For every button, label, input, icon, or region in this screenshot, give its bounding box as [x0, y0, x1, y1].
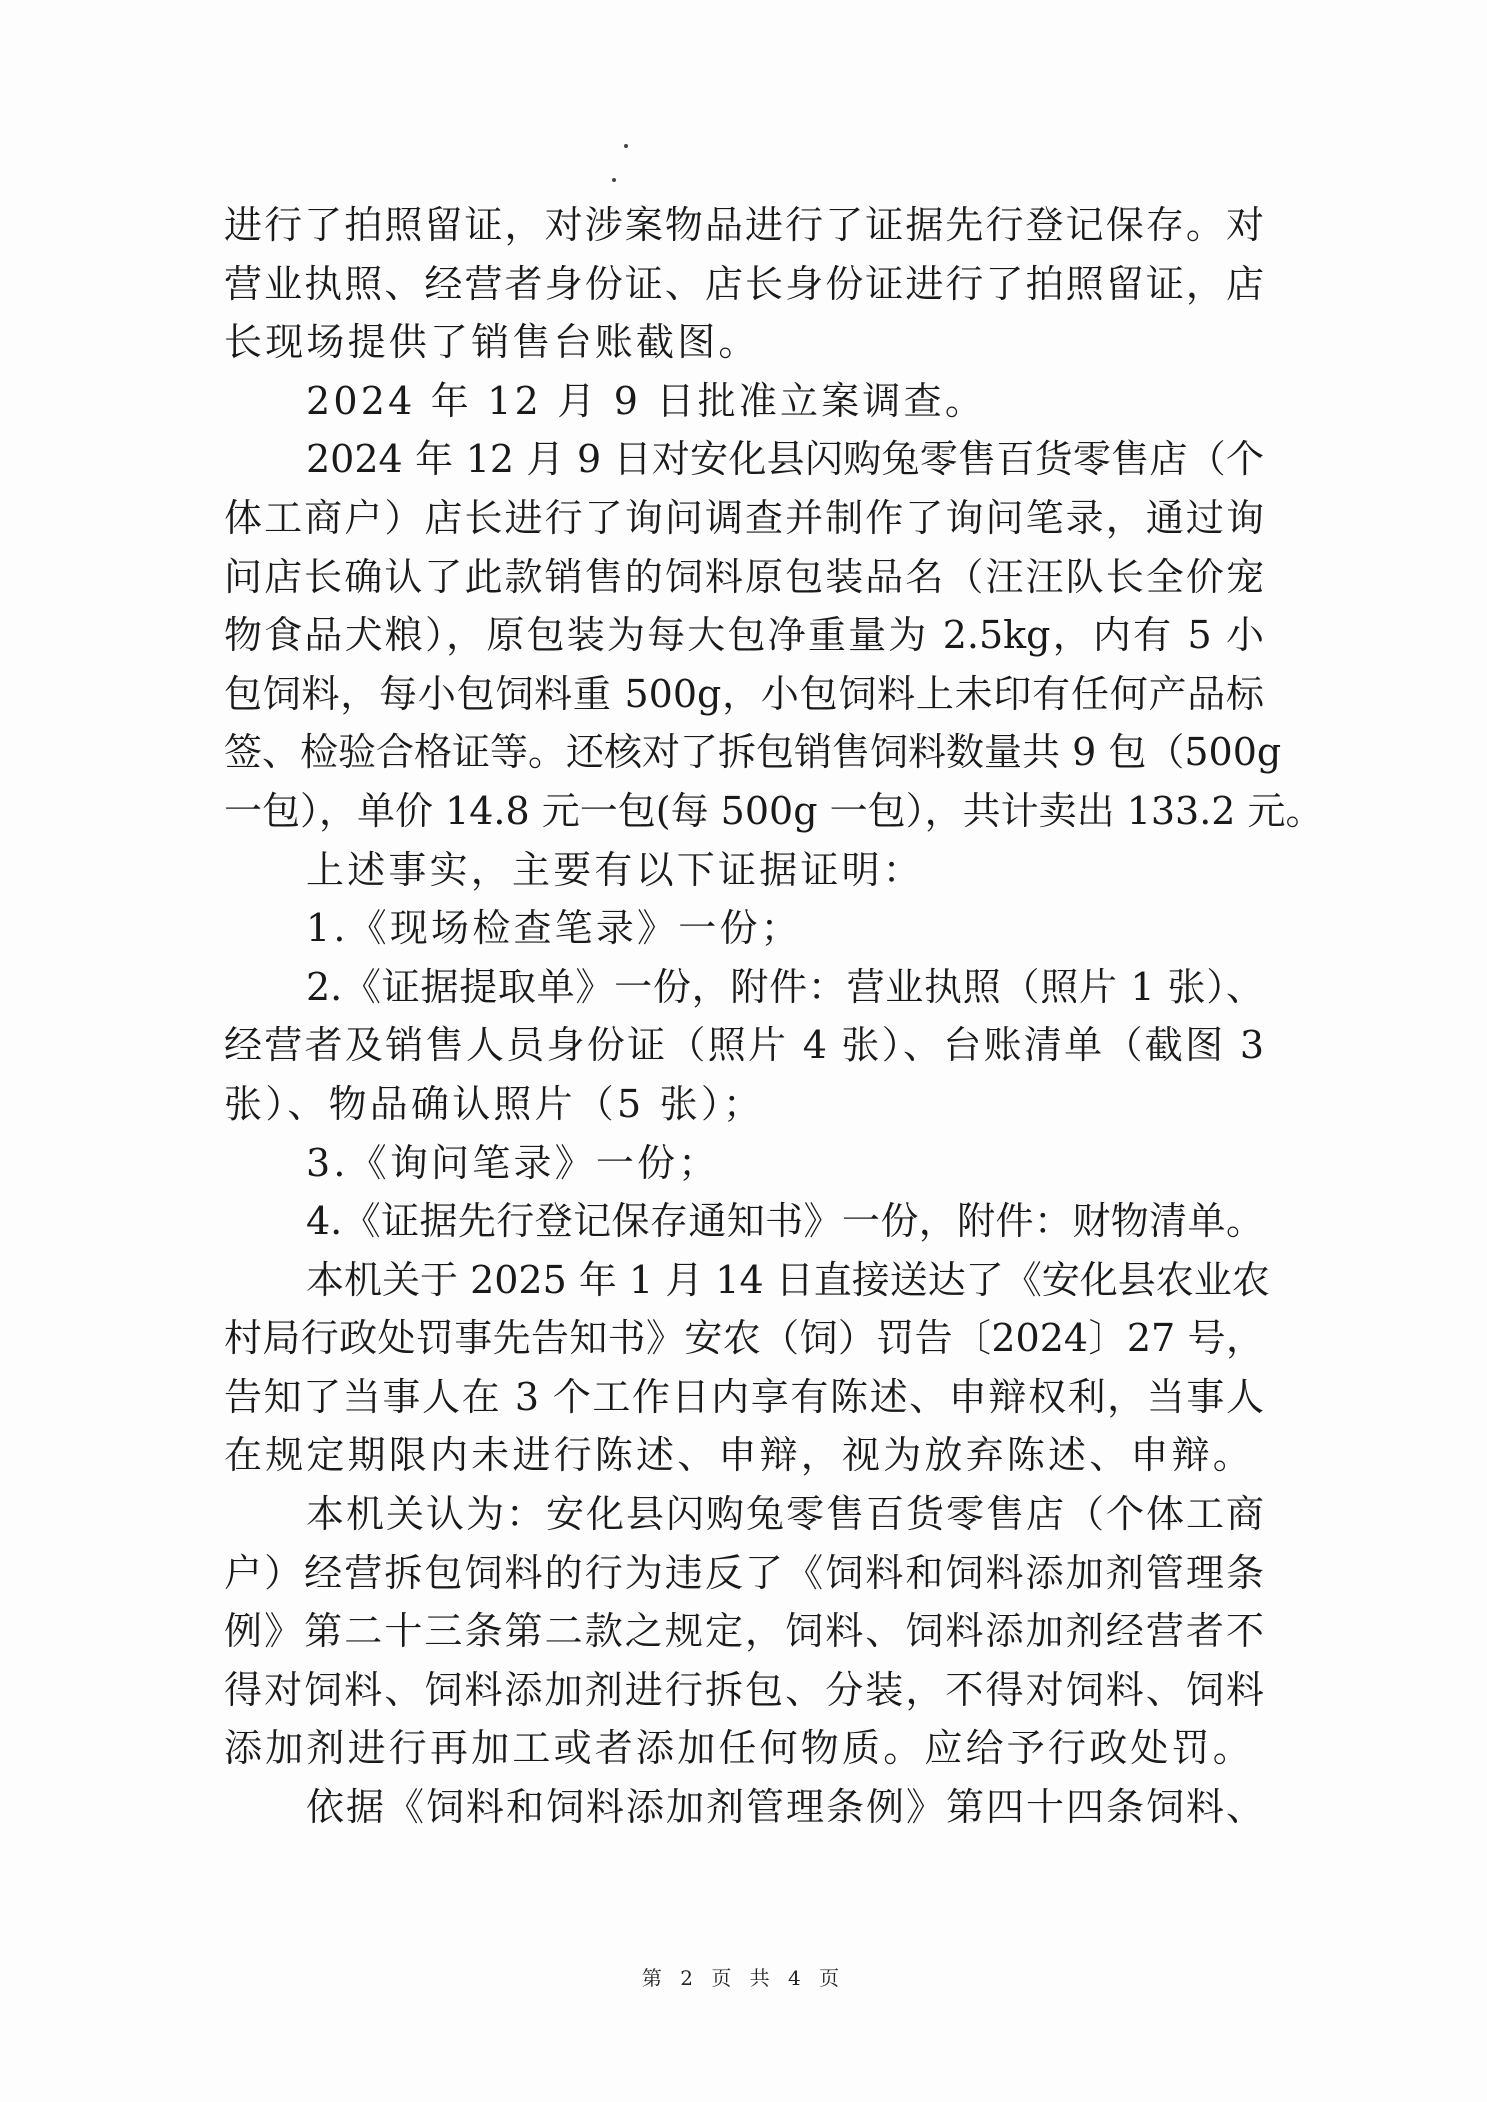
- paragraph-line: 告知了当事人在 3 个工作日内享有陈述、申辩权利，当事人: [224, 1374, 1264, 1419]
- paragraph-line: 一包），单价 14.8 元一包(每 500g 一包），共计卖出 133.2 元。: [224, 788, 1324, 833]
- paragraph-line: 村局行政处罚事先告知书》安农（饲）罚告〔2024〕27 号，: [224, 1316, 1264, 1361]
- paragraph-line: 添加剂进行再加工或者添加任何物质。应给予行政处罚。: [224, 1726, 1255, 1771]
- paragraph-line: 在规定期限内未进行陈述、申辩，视为放弃陈述、申辩。: [224, 1433, 1255, 1478]
- paragraph-line: 例》第二十三条第二款之规定，饲料、饲料添加剂经营者不: [224, 1609, 1264, 1654]
- paragraph-line: 经营者及销售人员身份证（照片 4 张）、台账清单（截图 3: [224, 1023, 1264, 1068]
- paragraph-first-line: 依据《饲料和饲料添加剂管理条例》第四十四条饲料、: [306, 1785, 1264, 1830]
- paragraph-line: 问店长确认了此款销售的饲料原包装品名（汪汪队长全价宠: [224, 554, 1264, 599]
- paragraph-line: 得对饲料、饲料添加剂进行拆包、分装，不得对饲料、饲料: [224, 1667, 1264, 1712]
- paragraph-line: 长现场提供了销售台账截图。: [224, 320, 760, 365]
- paragraph-line: 签、检验合格证等。还核对了拆包销售饲料数量共 9 包（500g: [224, 730, 1282, 775]
- document-body: [224, 196, 1324, 1837]
- paragraph-first-line: 上述事实，主要有以下证据证明：: [306, 847, 925, 892]
- paragraph-line: 物食品犬粮），原包装为每大包净重量为 2.5kg，内有 5 小: [224, 613, 1264, 658]
- paragraph-line: 营业执照、经营者身份证、店长身份证进行了拍照留证，店: [224, 261, 1264, 306]
- paragraph-first-line: 1.《现场检查笔录》一份；: [306, 906, 802, 951]
- paragraph-first-line: 2024 年 12 月 9 日批准立案调查。: [306, 378, 987, 423]
- paragraph-first-line: 本机关认为：安化县闪购兔零售百货零售店（个体工商: [306, 1492, 1264, 1537]
- paragraph-first-line: 2024 年 12 月 9 日对安化县闪购兔零售百货零售店（个: [306, 437, 1264, 482]
- paragraph-line: 进行了拍照留证，对涉案物品进行了证据先行登记保存。对: [224, 203, 1264, 247]
- paragraph-first-line: 4.《证据先行登记保存通知书》一份，附件：财物清单。: [306, 1199, 1264, 1244]
- paragraph-line: 户）经营拆包饲料的行为违反了《饲料和饲料添加剂管理条: [224, 1550, 1264, 1595]
- paragraph-line: 体工商户）店长进行了询问调查并制作了询问笔录，通过询: [224, 495, 1264, 540]
- scan-speck: [624, 144, 628, 148]
- paragraph-line: 包饲料，每小包饲料重 500g，小包饲料上未印有任何产品标: [224, 671, 1264, 716]
- scan-speck: [612, 178, 616, 182]
- page-number-footer: 第 2 页 共 4 页: [641, 1966, 846, 1990]
- paragraph-first-line: 本机关于 2025 年 1 月 14 日直接送达了《安化县农业农: [306, 1257, 1270, 1302]
- paragraph-line: 张）、物品确认照片（5 张）；: [224, 1081, 765, 1126]
- paragraph-first-line: 3.《询问笔录》一份；: [306, 1140, 720, 1185]
- paragraph-first-line: 2.《证据提取单》一份，附件：营业执照（照片 1 张）、: [306, 964, 1264, 1009]
